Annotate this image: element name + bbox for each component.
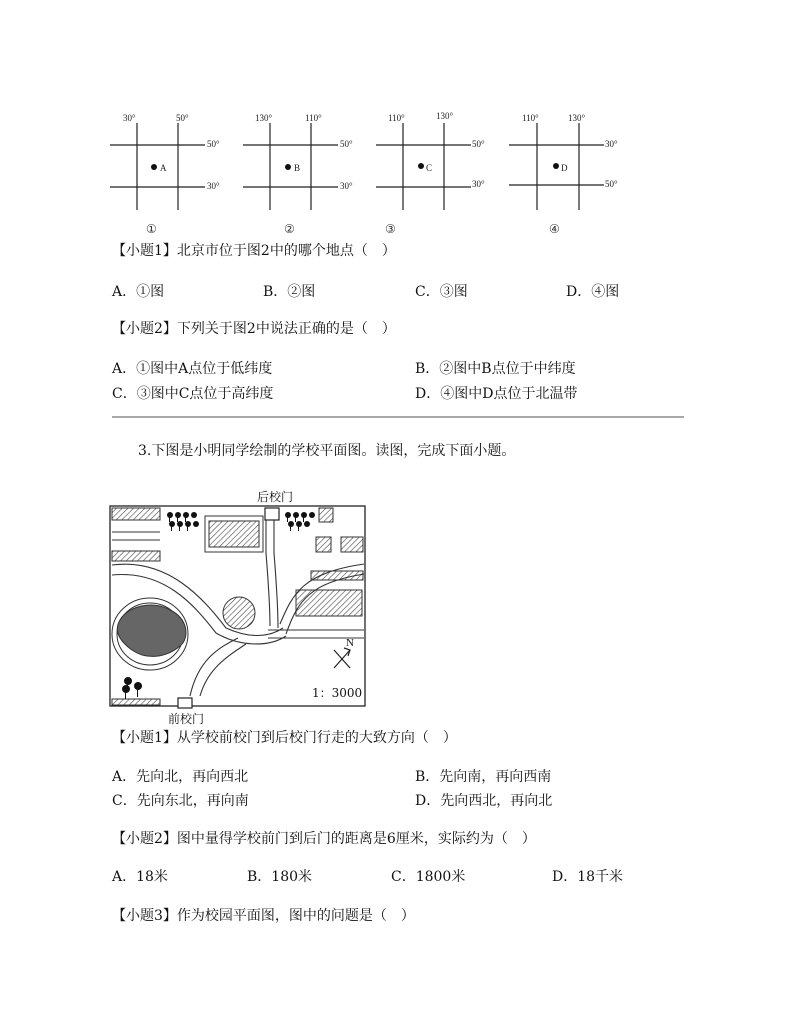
point-d-marker xyxy=(553,163,559,169)
option-q1-1-d[interactable]: D．④图 xyxy=(566,284,620,300)
grid3-right-upper-label: 50° xyxy=(472,139,485,149)
point-c-marker xyxy=(418,163,424,169)
grid4-caption: ④ xyxy=(549,222,560,236)
option-q1-1-b[interactable]: B．②图 xyxy=(263,284,316,300)
grid2-point-label: B xyxy=(294,163,301,173)
grid3-top-left-label: 110° xyxy=(388,113,405,123)
grid1-right-upper-label: 50° xyxy=(207,139,220,149)
question-2-1: 【小题1】从学校前校门到后校门行走的大致方向（ ） xyxy=(112,730,457,746)
grid2-right-upper-label: 50° xyxy=(340,139,353,149)
option-q2-1-d[interactable]: D．先向西北，再向北 xyxy=(415,793,553,809)
option-q2-1-b[interactable]: B．先向南，再向西南 xyxy=(415,769,552,785)
option-q1-2-b[interactable]: B．②图中B点位于中纬度 xyxy=(415,361,576,377)
grid1-right-lower-label: 30° xyxy=(207,181,220,191)
option-q2-2-b[interactable]: B．180米 xyxy=(247,869,313,885)
grid-4 xyxy=(499,105,639,240)
option-q2-2-a[interactable]: A．18米 xyxy=(112,869,168,885)
grid-figures xyxy=(100,105,640,240)
front-gate-label: 前校门 xyxy=(168,712,205,726)
grid1-point-label: A xyxy=(160,163,167,173)
grid3-top-right-label: 130° xyxy=(436,111,454,121)
grid4-point-label: D xyxy=(561,163,568,173)
grid3-right-lower-label: 30° xyxy=(472,179,485,189)
school-map xyxy=(108,488,370,728)
section-divider xyxy=(112,416,684,418)
scale-label: 1：3000 xyxy=(312,686,363,700)
grid2-top-right-label: 110° xyxy=(305,113,322,123)
question-2-3: 【小题3】作为校园平面图，图中的问题是（ ） xyxy=(112,908,415,924)
grid1-caption: ① xyxy=(146,222,157,236)
back-gate-label: 后校门 xyxy=(257,490,294,504)
question-1-2: 【小题2】下列关于图2中说法正确的是（ ） xyxy=(112,321,396,337)
grid2-top-left-label: 130° xyxy=(255,113,273,123)
grid4-right-upper-label: 30° xyxy=(605,139,618,149)
option-q1-2-d[interactable]: D．④图中D点位于北温带 xyxy=(415,386,578,402)
grid1-top-left-label: 30° xyxy=(123,113,136,123)
point-b-marker xyxy=(285,164,291,170)
grid2-caption: ② xyxy=(284,222,295,236)
option-q2-1-c[interactable]: C．先向东北，再向南 xyxy=(112,793,249,809)
option-q1-2-c[interactable]: C．③图中C点位于高纬度 xyxy=(112,386,274,402)
grid3-caption: ③ xyxy=(385,222,396,236)
grid4-top-right-label: 130° xyxy=(568,113,586,123)
option-q1-1-a[interactable]: A．①图 xyxy=(112,284,165,300)
north-label: N xyxy=(346,637,354,649)
option-q1-1-c[interactable]: C．③图 xyxy=(415,284,468,300)
option-q1-2-a[interactable]: A．①图中A点位于低纬度 xyxy=(112,361,273,377)
section2-intro: 3.下图是小明同学绘制的学校平面图。读图，完成下面小题。 xyxy=(138,443,516,459)
grid1-top-right-label: 50° xyxy=(176,113,189,123)
question-2-2: 【小题2】图中量得学校前门到后门的距离是6厘米，实际约为（ ） xyxy=(112,831,536,847)
question-1-1: 【小题1】北京市位于图2中的哪个地点（ ） xyxy=(112,243,396,259)
option-q2-2-c[interactable]: C．1800米 xyxy=(391,869,466,885)
grid4-right-lower-label: 50° xyxy=(605,179,618,189)
point-a-marker xyxy=(151,164,157,170)
grid2-right-lower-label: 30° xyxy=(340,181,353,191)
back-gate-marker xyxy=(265,508,279,520)
option-q2-1-a[interactable]: A．先向北，再向西北 xyxy=(112,769,249,785)
front-gate-marker xyxy=(178,698,192,708)
grid3-point-label: C xyxy=(426,163,433,173)
option-q2-2-d[interactable]: D．18千米 xyxy=(552,869,624,885)
grid4-top-left-label: 110° xyxy=(522,113,539,123)
